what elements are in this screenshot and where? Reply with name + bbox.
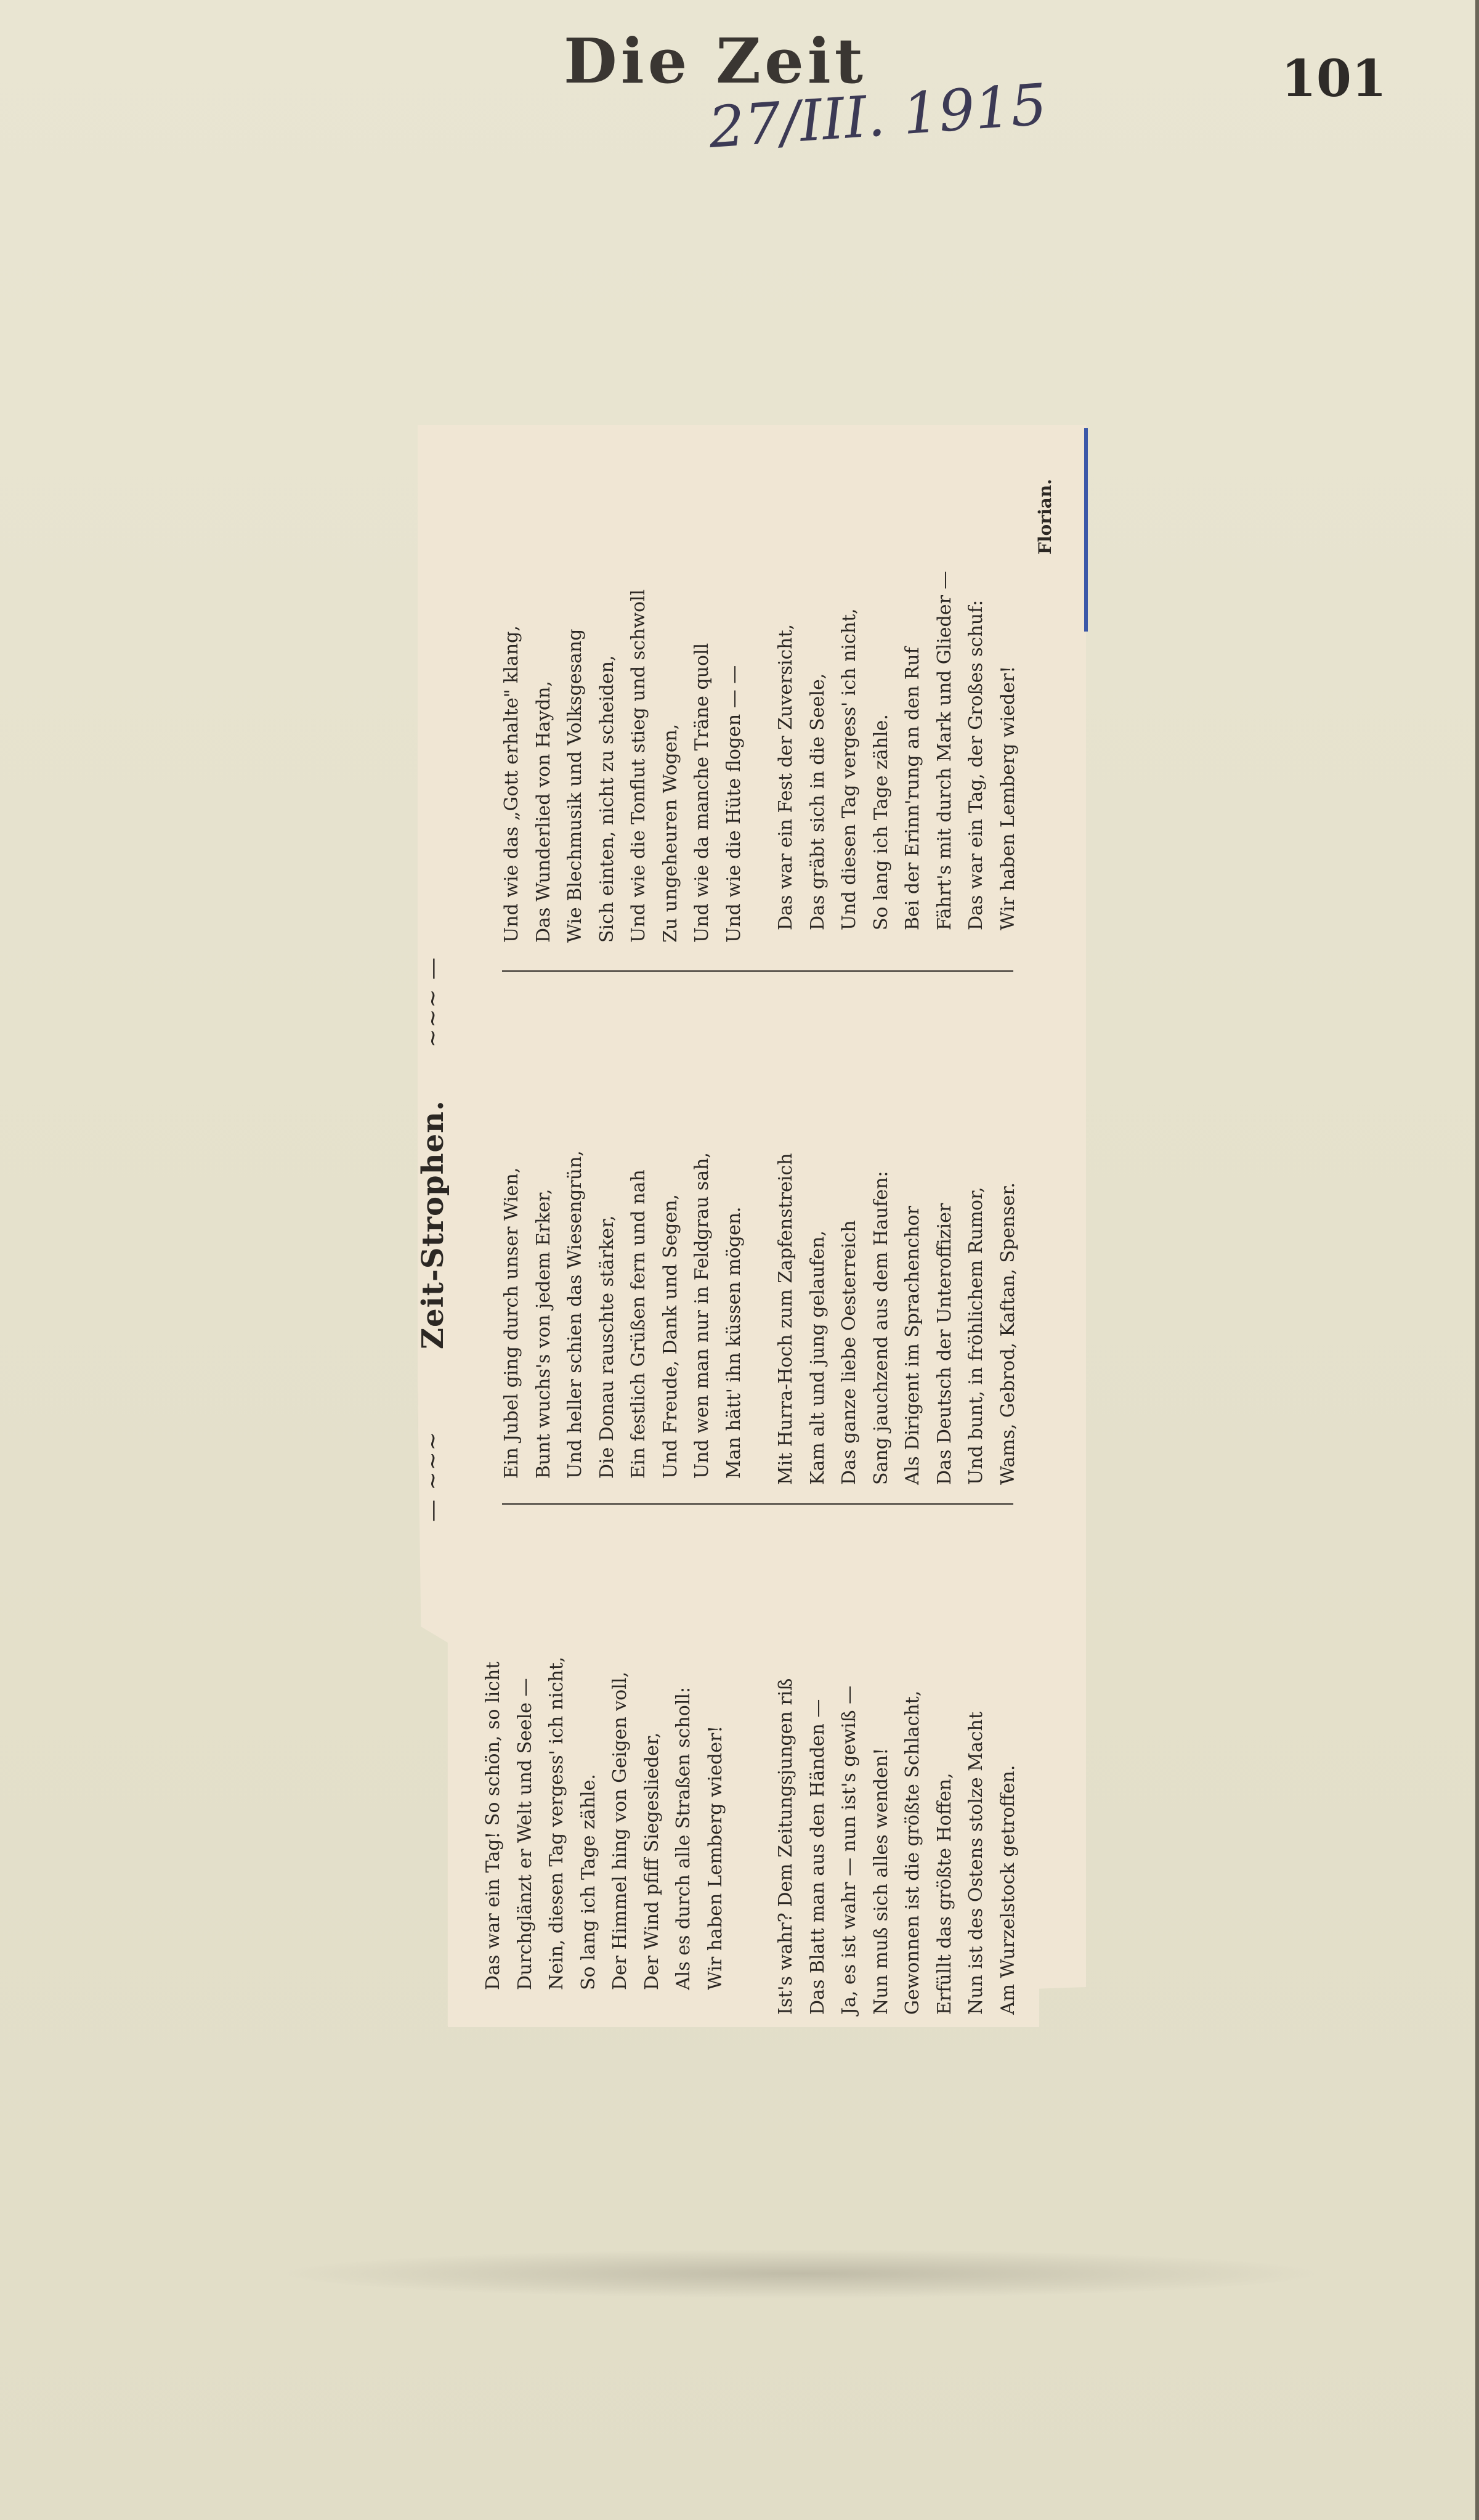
verse-line: Das Deutsch der Unteroffizier: [933, 1203, 955, 1485]
verse-line: Nein, diesen Tag vergess' ich nicht,: [546, 1656, 567, 1990]
verse-line: Und Freude, Dank und Segen,: [659, 1193, 681, 1479]
title-ornament-left: — ∼∼∼: [420, 1431, 445, 1522]
verse-line: Man hätt' ihn küssen mögen.: [723, 1206, 745, 1479]
verse-line: Sang jauchzend aus dem Haufen:: [870, 1171, 892, 1485]
verse-line: Nun muß sich alles wenden!: [870, 1747, 892, 2015]
verse-line: Und wen man nur in Feldgrau sah,: [691, 1152, 713, 1479]
verse-line: Und bunt, in fröhlichem Rumor,: [965, 1187, 987, 1485]
newspaper-stamp: Die Zeit: [564, 25, 867, 97]
clipping-title: Zeit-Strophen.: [416, 1100, 450, 1349]
verse-line: Mit Hurra-Hoch zum Zapfenstreich: [775, 1153, 796, 1485]
verse-line: So lang ich Tage zähle.: [577, 1774, 599, 1990]
verse-line: Ein Jubel ging durch unser Wien,: [501, 1167, 522, 1479]
verse-line: Als Dirigent im Sprachenchor: [902, 1206, 923, 1485]
verse-line: Erfüllt das größte Hoffen,: [933, 1773, 955, 2015]
verse-line: Das war ein Tag, der Großes schuf:: [965, 600, 987, 930]
handwritten-date: 27/III. 1915: [706, 71, 1049, 161]
clipping-blue-edge: [1084, 428, 1088, 632]
column-rule: [502, 970, 1013, 972]
verse-line: Der Himmel hing von Geigen voll,: [609, 1672, 631, 1990]
stanza: [496, 1150, 750, 1479]
verse-line: Kam alt und jung gelaufen,: [806, 1230, 829, 1485]
verse-line: Wams, Gebrod, Kaftan, Spenser.: [997, 1182, 1019, 1485]
column-rule: [502, 1503, 1013, 1505]
verse-line: Ist's wahr? Dem Zeitungsjungen riß: [775, 1678, 796, 2015]
verse-line: Gewonnen ist die größte Schlacht,: [902, 1690, 923, 2015]
title-ornament-right: ∼∼∼ —: [420, 956, 445, 1047]
verse-line: Bunt wuchs's von jedem Erker,: [532, 1189, 554, 1479]
verse-line: Die Donau rauschte stärker,: [596, 1215, 618, 1479]
verse-line: Fährt's mit durch Mark und Glieder —: [933, 571, 955, 930]
verse-line: Ja, es ist wahr — nun ist's gewiß —: [838, 1685, 860, 2015]
verse-line: Nun ist des Ostens stolze Macht: [965, 1712, 987, 2015]
verse-line: Ein festlich Grüßen fern und nah: [628, 1169, 649, 1479]
stanza: [770, 1153, 1024, 1485]
verse-line: Wie Blechmusik und Volksgesang: [564, 628, 586, 943]
verse-line: Das Wunderlied von Haydn,: [532, 680, 554, 943]
verse-line: Durchglänzt er Welt und Seele —: [514, 1678, 536, 1990]
verse-line: Wir haben Lemberg wieder!: [704, 1725, 726, 1990]
verse-line: Zu ungeheuren Wogen,: [659, 723, 681, 943]
verse-line: Das war ein Fest der Zuversicht,: [775, 624, 796, 930]
stanza: [477, 1657, 731, 1990]
scan-shadow: [277, 2249, 1324, 2298]
stanza: [770, 571, 1024, 930]
verse-line: Am Wurzelstock getroffen.: [997, 1765, 1019, 2015]
verse-line: So lang ich Tage zähle.: [870, 714, 892, 930]
verse-line: Und wie da manche Träne quoll: [691, 643, 713, 943]
verse-line: Wir haben Lemberg wieder!: [997, 665, 1019, 930]
verse-line: Das war ein Tag! So schön, so licht: [482, 1661, 504, 1990]
verse-line: Sich einten, nicht zu scheiden,: [596, 655, 618, 943]
stanza: [496, 590, 750, 943]
verse-line: Und wie die Tonflut stieg und schwoll: [628, 589, 649, 943]
verse-line: Das gräbt sich in die Seele,: [806, 673, 829, 930]
page-number: 101: [1281, 49, 1387, 108]
verse-line: Der Wind pfiff Siegeslieder,: [641, 1732, 663, 1990]
verse-line: Und heller schien das Wiesengrün,: [564, 1150, 586, 1479]
author-signature: Florian.: [1035, 479, 1055, 555]
stanza: [770, 1678, 1024, 2015]
verse-line: Das ganze liebe Oesterreich: [838, 1220, 860, 1485]
verse-line: Das Blatt man aus den Händen —: [806, 1699, 829, 2015]
verse-line: Und diesen Tag vergess' ich nicht,: [838, 608, 860, 930]
verse-line: Als es durch alle Straßen scholl:: [673, 1686, 694, 1990]
verse-line: Und wie das „Gott erhalte" klang,: [501, 625, 522, 943]
verse-line: Und wie die Hüte flogen — —: [723, 665, 745, 943]
verse-line: Bei der Erinn'rung an den Ruf: [902, 647, 923, 930]
